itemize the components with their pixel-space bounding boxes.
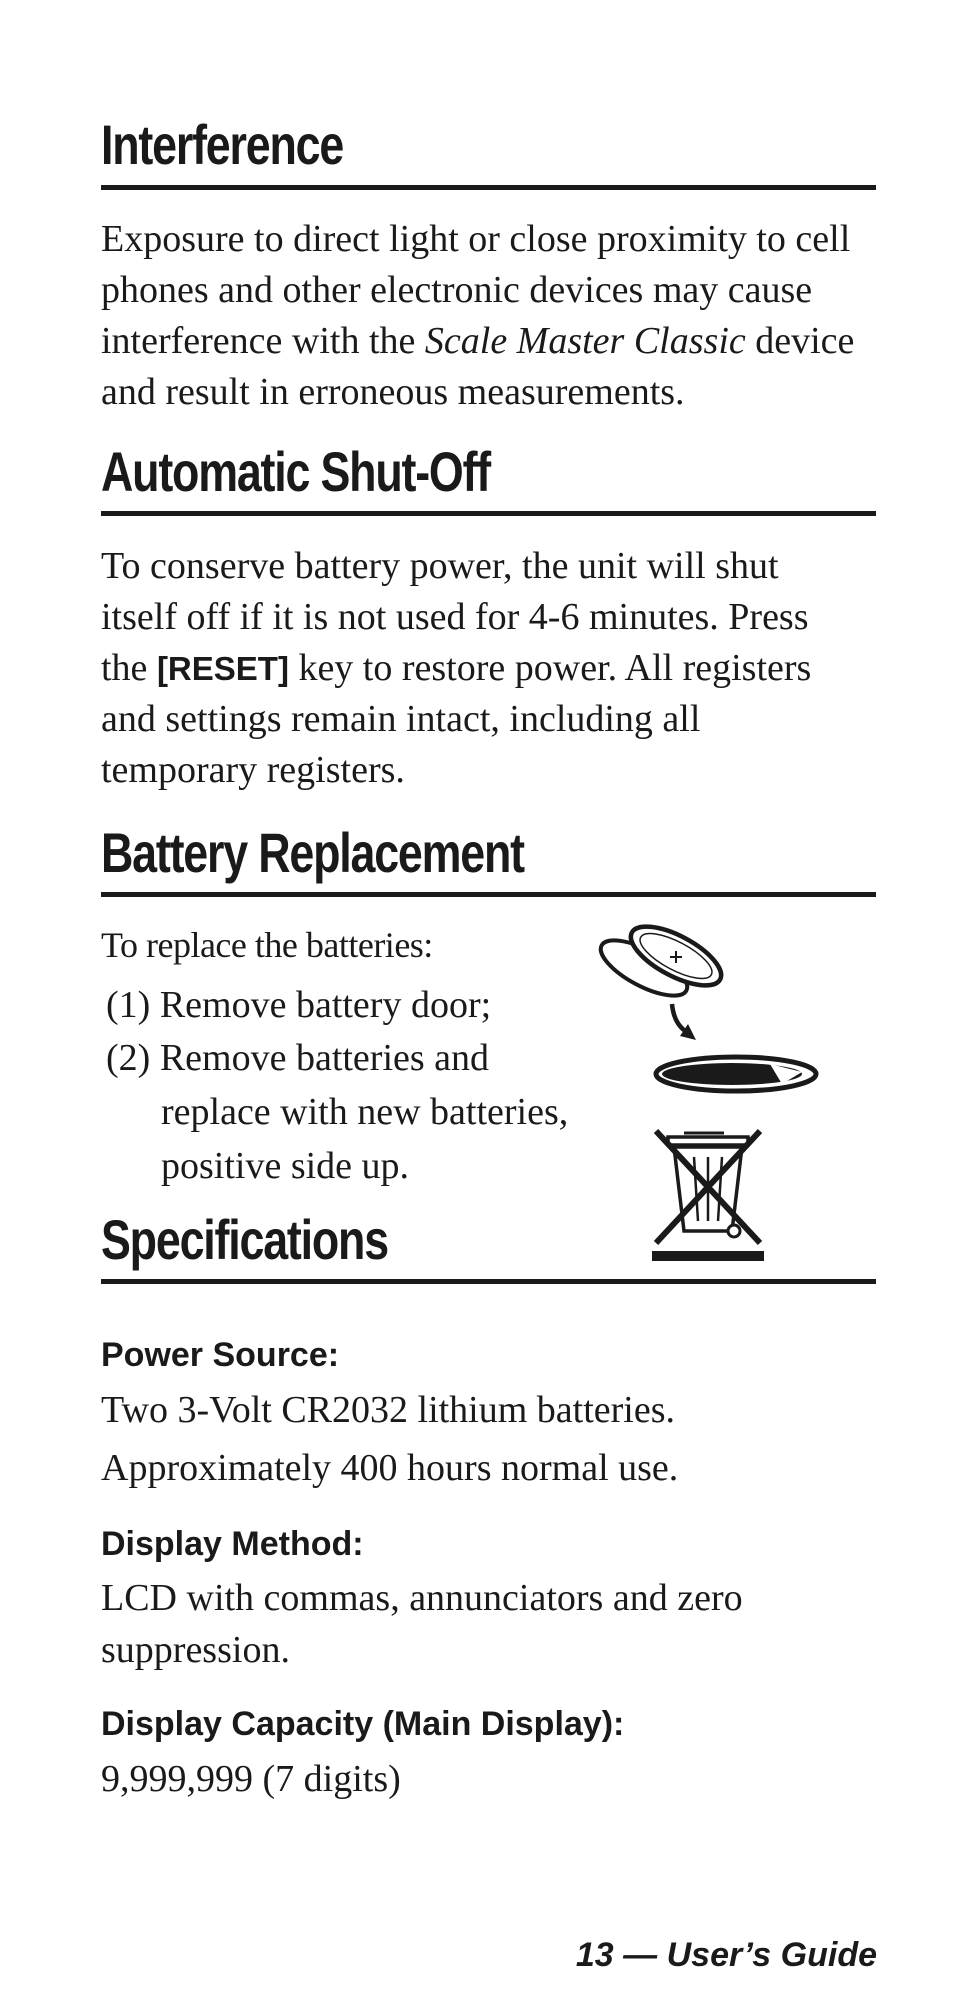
section-rule	[101, 892, 876, 897]
paragraph-line	[101, 643, 886, 694]
step-number: (1)	[106, 984, 151, 1026]
section-title-auto-shutoff: Automatic Shut-Off	[101, 440, 491, 503]
section-title-specifications: Specifications	[101, 1208, 388, 1271]
step-text: Remove batteries and	[159, 1037, 490, 1079]
paragraph-line: phones and other electronic devices may cause	[101, 269, 813, 311]
spec-value: suppression.	[101, 1629, 290, 1671]
spec-label-display-method: Display Method:	[101, 1525, 364, 1563]
reset-key-label: [RESET]	[156, 650, 289, 687]
battery-step-2-continued: replace with new batteries,	[161, 1091, 569, 1133]
spec-label-power-source: Power Source:	[101, 1336, 340, 1374]
section-title-battery-replacement: Battery Replacement	[101, 821, 524, 884]
interference-paragraph	[101, 214, 886, 418]
section-title-interference: Interference	[101, 113, 344, 176]
battery-compartment-icon	[652, 1000, 822, 1100]
spec-value: LCD with commas, annunciators and zero	[101, 1577, 743, 1619]
battery-step-1	[106, 980, 491, 1031]
battery-step-2	[106, 1033, 489, 1084]
section-rule	[101, 1279, 876, 1284]
paragraph-text: device	[745, 320, 855, 362]
paragraph-line: To conserve battery power, the unit will shut	[101, 545, 779, 587]
spec-label-display-capacity: Display Capacity (Main Display):	[101, 1705, 625, 1743]
paragraph-text: key to restore power. All registers	[288, 647, 812, 689]
paragraph-text: the	[101, 647, 157, 689]
section-rule	[101, 511, 876, 516]
paragraph-line	[101, 316, 886, 367]
product-name: Scale Master Classic	[424, 320, 746, 362]
paragraph-line: temporary registers.	[101, 749, 405, 791]
paragraph-line: and result in erroneous measurements.	[101, 371, 685, 413]
battery-step-2-continued: positive side up.	[161, 1145, 410, 1187]
battery-intro: To replace the batteries:	[101, 925, 433, 965]
paragraph-line: itself off if it is not used for 4-6 minutes. Press	[101, 596, 809, 638]
section-rule	[101, 185, 876, 190]
page-footer: 13 — User’s Guide	[575, 1936, 877, 1974]
spec-value: Approximately 400 hours normal use.	[101, 1447, 679, 1489]
paragraph-text: interference with the	[101, 320, 425, 362]
spec-value: Two 3-Volt CR2032 lithium batteries.	[101, 1389, 676, 1431]
step-number: (2)	[106, 1037, 151, 1079]
auto-shutoff-paragraph	[101, 541, 886, 796]
spec-value: 9,999,999 (7 digits)	[101, 1758, 401, 1800]
step-text: Remove battery door;	[159, 984, 492, 1026]
paragraph-line: Exposure to direct light or close proximity to cell	[101, 218, 851, 260]
paragraph-line: and settings remain intact, including all	[101, 698, 701, 740]
coin-battery-icon	[596, 912, 746, 1012]
